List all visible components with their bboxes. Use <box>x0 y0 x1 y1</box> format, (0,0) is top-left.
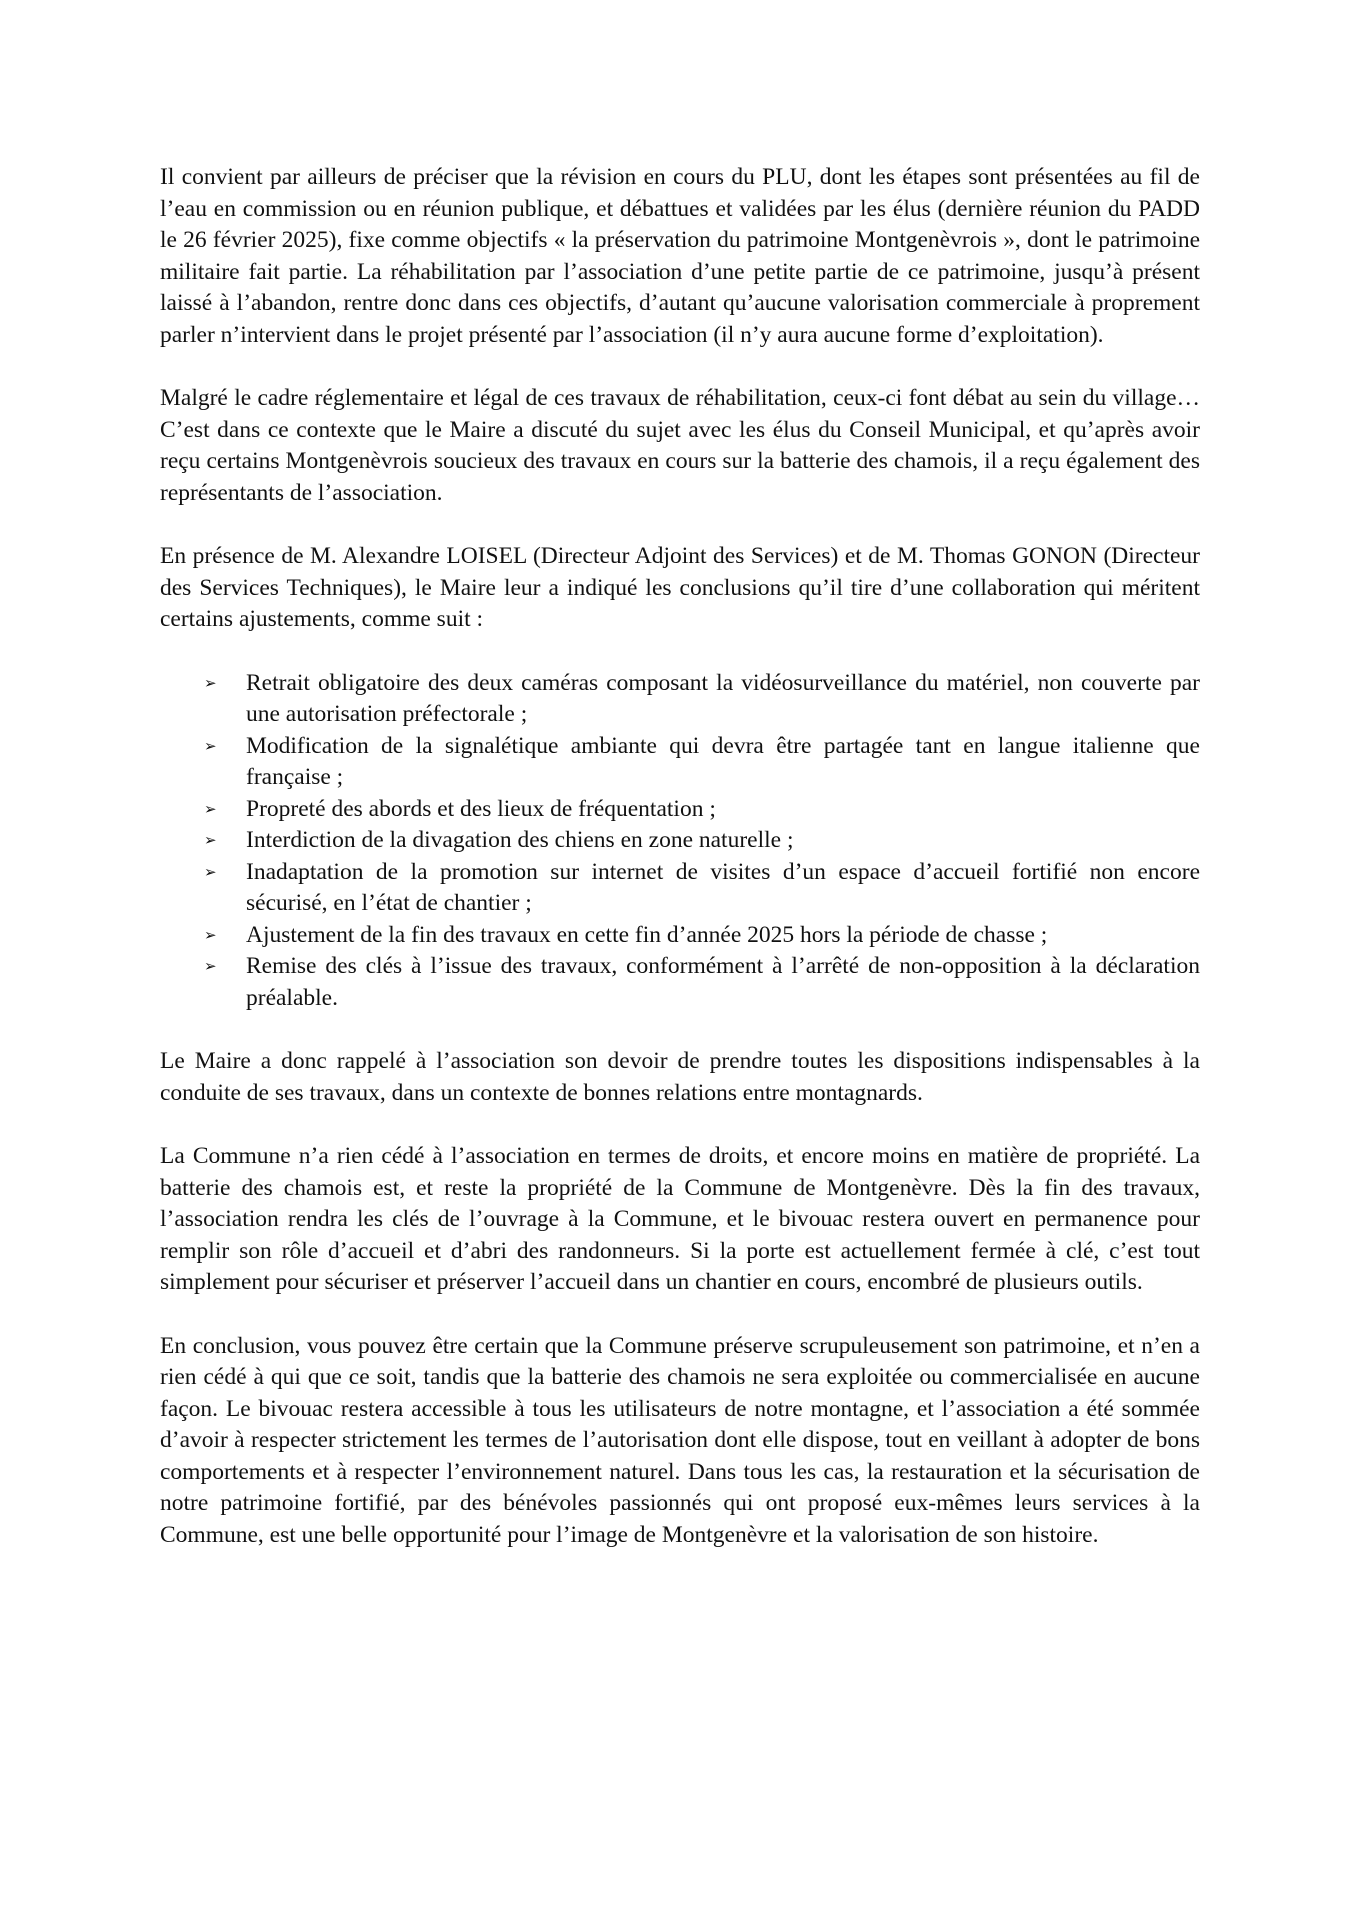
document-page <box>160 162 1200 1583</box>
list-item <box>160 794 1200 826</box>
arrow-bullet-icon: ➢ <box>204 799 217 818</box>
list-item-text: Interdiction de la divagation des chiens en zone naturelle ; <box>246 827 794 853</box>
arrow-bullet-icon: ➢ <box>204 957 217 975</box>
adjustments-list <box>160 668 1200 1015</box>
list-item-text: Retrait obligatoire des deux caméras composant la vidéosurveillance du matériel, non couverte par une autorisation préfectorale ; <box>246 669 1200 727</box>
arrow-bullet-icon: ➢ <box>204 831 217 849</box>
arrow-bullet-icon: ➢ <box>204 673 217 692</box>
list-item <box>160 920 1200 952</box>
list-item-text: Propreté des abords et des lieux de fréquentation ; <box>246 795 716 822</box>
arrow-bullet-icon: ➢ <box>204 925 217 944</box>
paragraph-debate-context: Malgré le cadre réglementaire et légal de ces travaux de réhabilitation, ceux-ci font débat au sein du village… C’est dans ce contexte que le Maire a discuté du sujet avec les élus du Conseil Municipal, et qu’après avoir reçu certains Montgenèvrois soucieux des travaux en cours sur la batterie des chamois, il a reçu également des représentants de l’association. <box>160 385 1200 506</box>
paragraph-commune-ownership: La Commune n’a rien cédé à l’association en termes de droits, et encore moins en matière de propriété. La batterie des chamois est, et reste la propriété de la Commune de Montgenèvre. Dès la fin des travaux, l’association rendra les clés de l’ouvrage à la Commune, et le bivouac restera ouvert en permanence pour remplir son rôle d’accueil et d’abri des randonneurs. Si la porte est actuellement fermée à clé, c’est tout simplement pour sécuriser et préserver l’accueil dans un chantier en cours, encombré de plusieurs outils. <box>160 1143 1200 1295</box>
list-item-text: Modification de la signalétique ambiante qui devra être partagée tant en langue italienne que française ; <box>246 732 1200 790</box>
paragraph-plu-revision: Il convient par ailleurs de préciser que la révision en cours du PLU, dont les étapes sont présentées au fil de l’eau en commission ou en réunion publique, et débattues et validées par les élus (dernière réunion du PADD le 26 février 2025), fixe comme objectifs « la préservation du patrimoine Montgenèvrois », dont le patrimoine militaire fait partie. La réhabilitation par l’association d’une petite partie de ce patrimoine, jusqu’à présent laissé à l’abandon, rentre donc dans ces objectifs, d’autant qu’aucune valorisation commerciale à proprement parler n’intervient dans le projet présenté par l’association (il n’y aura aucune forme d’exploitation). <box>160 164 1200 348</box>
list-item <box>160 668 1200 731</box>
list-item <box>160 825 1200 857</box>
arrow-bullet-icon: ➢ <box>204 862 217 881</box>
paragraph-mayor-reminder: Le Maire a donc rappelé à l’association son devoir de prendre toutes les dispositions indispensables à la conduite de ses travaux, dans un contexte de bonnes relations entre montagnards. <box>160 1048 1200 1106</box>
list-item <box>160 951 1200 1014</box>
arrow-bullet-icon: ➢ <box>204 736 217 755</box>
list-item-text: Ajustement de la fin des travaux en cette fin d’année 2025 hors la période de chasse ; <box>246 921 1048 948</box>
list-item-text: Inadaptation de la promotion sur internet de visites d’un espace d’accueil fortifié non encore sécurisé, en l’état de chantier ; <box>246 858 1200 916</box>
list-item-text: Remise des clés à l’issue des travaux, conformément à l’arrêté de non-opposition à la déclaration préalable. <box>246 953 1200 1011</box>
paragraph-conclusion: En conclusion, vous pouvez être certain que la Commune préserve scrupuleusement son patrimoine, et n’en a rien cédé à qui que ce soit, tandis que la batterie des chamois ne sera exploitée ou commercialisée en aucune façon. Le bivouac restera accessible à tous les utilisateurs de notre montagne, et l’association a été sommée d’avoir à respecter strictement les termes de l’autorisation dont elle dispose, tout en veillant à adopter de bons comportements et à respecter l’environnement naturel. Dans tous les cas, la restauration et la sécurisation de notre patrimoine fortifié, par des bénévoles passionnés qui ont proposé eux-mêmes leurs services à la Commune, est une belle opportunité pour l’image de Montgenèvre et la valorisation de son histoire. <box>160 1332 1200 1548</box>
list-item <box>160 857 1200 920</box>
paragraph-meeting-conclusions: En présence de M. Alexandre LOISEL (Directeur Adjoint des Services) et de M. Thomas GONON (Directeur des Services Techniques), le Maire leur a indiqué les conclusions qu’il tire d’une collaboration qui méritent certains ajustements, comme suit : <box>160 543 1200 632</box>
list-item <box>160 731 1200 794</box>
